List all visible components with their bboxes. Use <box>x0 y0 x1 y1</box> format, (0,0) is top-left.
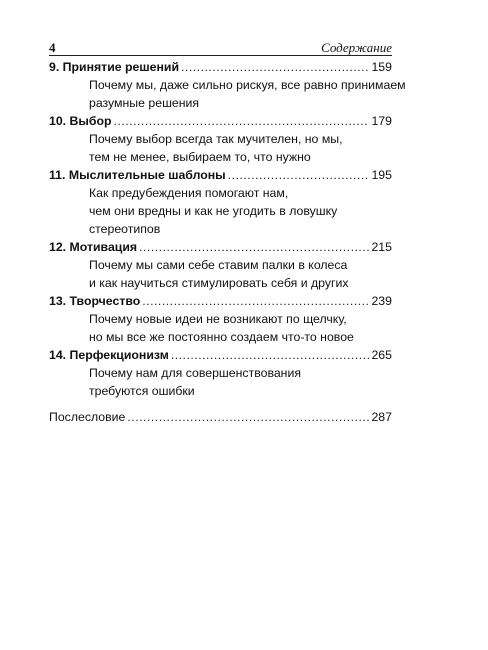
chapter-subtitle <box>49 364 392 400</box>
page-number: 4 <box>49 40 56 55</box>
dot-leader <box>228 166 370 184</box>
subtitle-line: Почему новые идеи не возникают по щелчку, <box>89 312 347 326</box>
afterword-page: 287 <box>371 410 392 424</box>
subtitle-line: Почему нам для совершенствования <box>89 366 301 380</box>
chapter-subtitle <box>49 256 392 292</box>
dot-leader <box>127 408 369 426</box>
subtitle-line: тем не менее, выбираем то, что нужно <box>89 150 311 164</box>
table-of-contents <box>49 58 406 426</box>
dot-leader <box>181 58 369 76</box>
subtitle-line: и как научиться стимулировать себя и других <box>89 276 349 290</box>
chapter-subtitle <box>49 310 392 346</box>
toc-entry-11 <box>49 166 392 238</box>
chapter-title: 13. Творчество <box>49 294 141 308</box>
dot-leader <box>171 346 370 364</box>
subtitle-line: разумные решения <box>89 96 200 110</box>
subtitle-line: чем они вредны и как не угодить в ловушку <box>89 204 338 218</box>
toc-entry-13 <box>49 292 392 346</box>
chapter-title: 11. Мыслительные шаблоны <box>49 168 226 182</box>
chapter-title: 14. Перфекционизм <box>49 348 169 362</box>
header-rule <box>49 55 392 56</box>
afterword-title: Послесловие <box>49 410 126 424</box>
chapter-title: 10. Выбор <box>49 114 112 128</box>
chapter-subtitle <box>49 184 392 238</box>
chapter-page: 179 <box>371 114 392 128</box>
running-title: Содержание <box>321 40 392 55</box>
subtitle-line: требуются ошибки <box>89 384 195 398</box>
dot-leader <box>142 292 369 310</box>
chapter-page: 239 <box>371 294 392 308</box>
chapter-subtitle <box>49 76 406 112</box>
chapter-page: 265 <box>371 348 392 362</box>
toc-entry-14 <box>49 346 392 400</box>
toc-entry-10 <box>49 112 392 166</box>
subtitle-line: Как предубеждения помогают нам, <box>89 186 289 200</box>
subtitle-line: стереотипов <box>89 222 161 236</box>
subtitle-line: Почему мы сами себе ставим палки в колеса <box>89 258 348 272</box>
chapter-title: 12. Мотивация <box>49 240 138 254</box>
subtitle-line: но мы все же постоянно создаем что-то новое <box>89 330 354 344</box>
dot-leader <box>114 112 370 130</box>
chapter-title: 9. Принятие решений <box>49 60 180 74</box>
toc-entry-afterword <box>49 408 392 426</box>
page-header <box>49 40 392 60</box>
toc-entry-12 <box>49 238 392 292</box>
dot-leader <box>139 238 369 256</box>
chapter-page: 159 <box>371 60 392 74</box>
chapter-subtitle <box>49 130 392 166</box>
chapter-page: 195 <box>371 168 392 182</box>
subtitle-line: Почему выбор всегда так мучителен, но мы, <box>89 132 343 146</box>
chapter-page: 215 <box>371 240 392 254</box>
subtitle-line: Почему мы, даже сильно рискуя, все равно принимаем <box>89 78 406 92</box>
toc-entry-9 <box>49 58 406 112</box>
